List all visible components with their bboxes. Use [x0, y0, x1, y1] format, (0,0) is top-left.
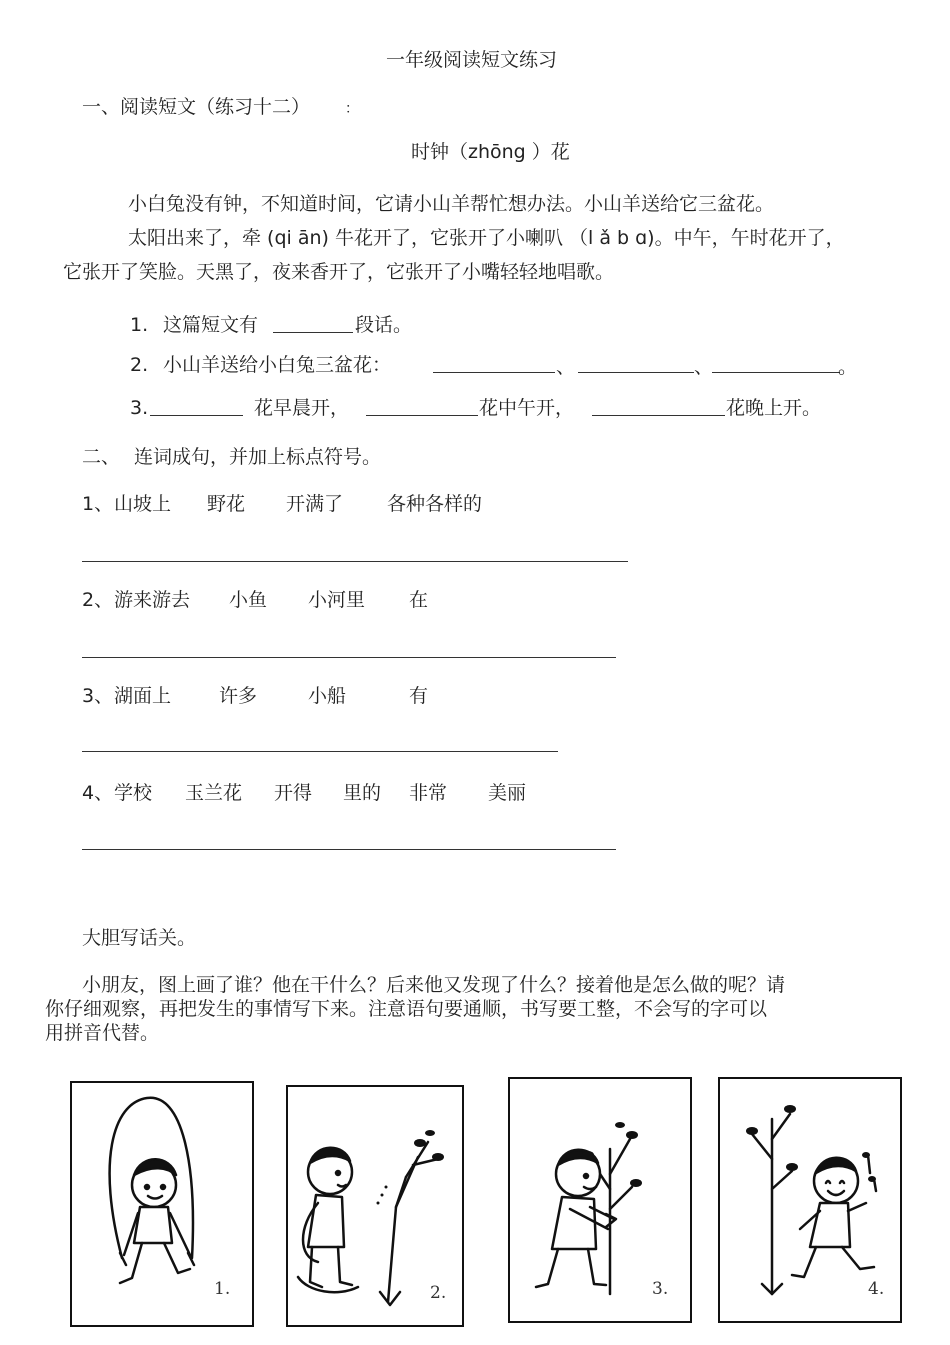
section2-number: 二、 [82, 446, 121, 468]
answer-blank[interactable] [433, 372, 555, 373]
sentence-answer-line[interactable] [82, 561, 628, 562]
answer-blank[interactable] [712, 372, 840, 373]
word: 美丽 [488, 782, 527, 804]
section2-heading: 连词成句，并加上标点符号。 [134, 446, 382, 468]
question-3-part-3: 花晚上开。 [726, 397, 822, 419]
answer-blank[interactable] [592, 415, 725, 416]
word: 野花 [207, 493, 246, 515]
separator: 、 [556, 356, 576, 378]
story-paragraph-1: 小白兔没有钟，不知道时间，它请小山羊帮忙想办法。小山羊送给它三盆花。 [128, 193, 775, 215]
word: 玉兰花 [185, 782, 243, 804]
instructions-line-2: 你仔细观察，再把发生的事情写下来。注意语句要通顺，书写要工整，不会写的字可以 [45, 998, 768, 1020]
picture-panel-2 [286, 1085, 464, 1327]
question-3-part-2: 花中午开， [479, 397, 575, 419]
question-3-part-1: 花早晨开， [254, 397, 350, 419]
word: 学校 [114, 782, 153, 804]
sentence-item-number: 2、 [82, 589, 114, 611]
instructions-line-3: 用拼音代替。 [45, 1022, 160, 1044]
word: 许多 [219, 685, 258, 707]
section1-heading: 一、阅读短文（练习十二） [82, 96, 311, 118]
answer-blank[interactable] [273, 332, 353, 333]
sentence-item-number: 3、 [82, 685, 114, 707]
question-2-text: 小山羊送给小白兔三盆花： [163, 354, 392, 376]
word: 游来游去 [114, 589, 191, 611]
picture-panel-1 [70, 1081, 254, 1327]
word: 在 [409, 589, 429, 611]
picture-number: 1. [214, 1279, 231, 1299]
word: 里的 [343, 782, 382, 804]
question-3-number: 3. [130, 397, 149, 419]
word: 非常 [409, 782, 448, 804]
question-1-text: 这篇短文有 [163, 314, 259, 336]
word: 开得 [274, 782, 313, 804]
picture-number: 3. [652, 1279, 669, 1299]
question-1-suffix: 段话。 [355, 314, 413, 336]
separator: 、 [694, 356, 714, 378]
answer-blank[interactable] [366, 415, 478, 416]
picture-number: 2. [430, 1283, 447, 1303]
picture-panel-3 [508, 1077, 692, 1323]
sentence-item-number: 1、 [82, 493, 114, 515]
story-paragraph-2-line1: 太阳出来了，牵 (qi ān) 牛花开了，它张开了小喇叭 （l ǎ b ɑ)。中午，午时花开了， [128, 227, 845, 249]
picture-panel-4 [718, 1077, 902, 1323]
word: 小鱼 [229, 589, 268, 611]
picture-number: 4. [868, 1279, 885, 1299]
story-paragraph-2-line2: 它张开了笑脸。天黑了，夜来香开了，它张开了小嘴轻轻地唱歌。 [63, 261, 615, 283]
word: 开满了 [286, 493, 344, 515]
word: 小河里 [308, 589, 366, 611]
sentence-answer-line[interactable] [82, 751, 558, 752]
word: 有 [409, 685, 429, 707]
page-title: 一年级阅读短文练习 [386, 49, 558, 71]
sentence-item-number: 4、 [82, 782, 114, 804]
word: 山坡上 [114, 493, 172, 515]
question-2-number: 2. [130, 354, 149, 376]
period: 。 [838, 356, 858, 378]
answer-blank[interactable] [578, 372, 694, 373]
word: 湖面上 [114, 685, 172, 707]
story-title: 时钟（zhōng ）花 [411, 141, 570, 163]
word: 小船 [308, 685, 347, 707]
answer-blank[interactable] [150, 415, 243, 416]
section3-heading: 大胆写话关。 [82, 927, 197, 949]
section1-colon: ： [345, 101, 359, 117]
instructions-line-1: 小朋友，图上画了谁？他在干什么？后来他又发现了什么？接着他是怎么做的呢？请 [82, 974, 786, 996]
sentence-answer-line[interactable] [82, 849, 616, 850]
word: 各种各样的 [387, 493, 483, 515]
sentence-answer-line[interactable] [82, 657, 616, 658]
question-1-number: 1. [130, 314, 149, 336]
